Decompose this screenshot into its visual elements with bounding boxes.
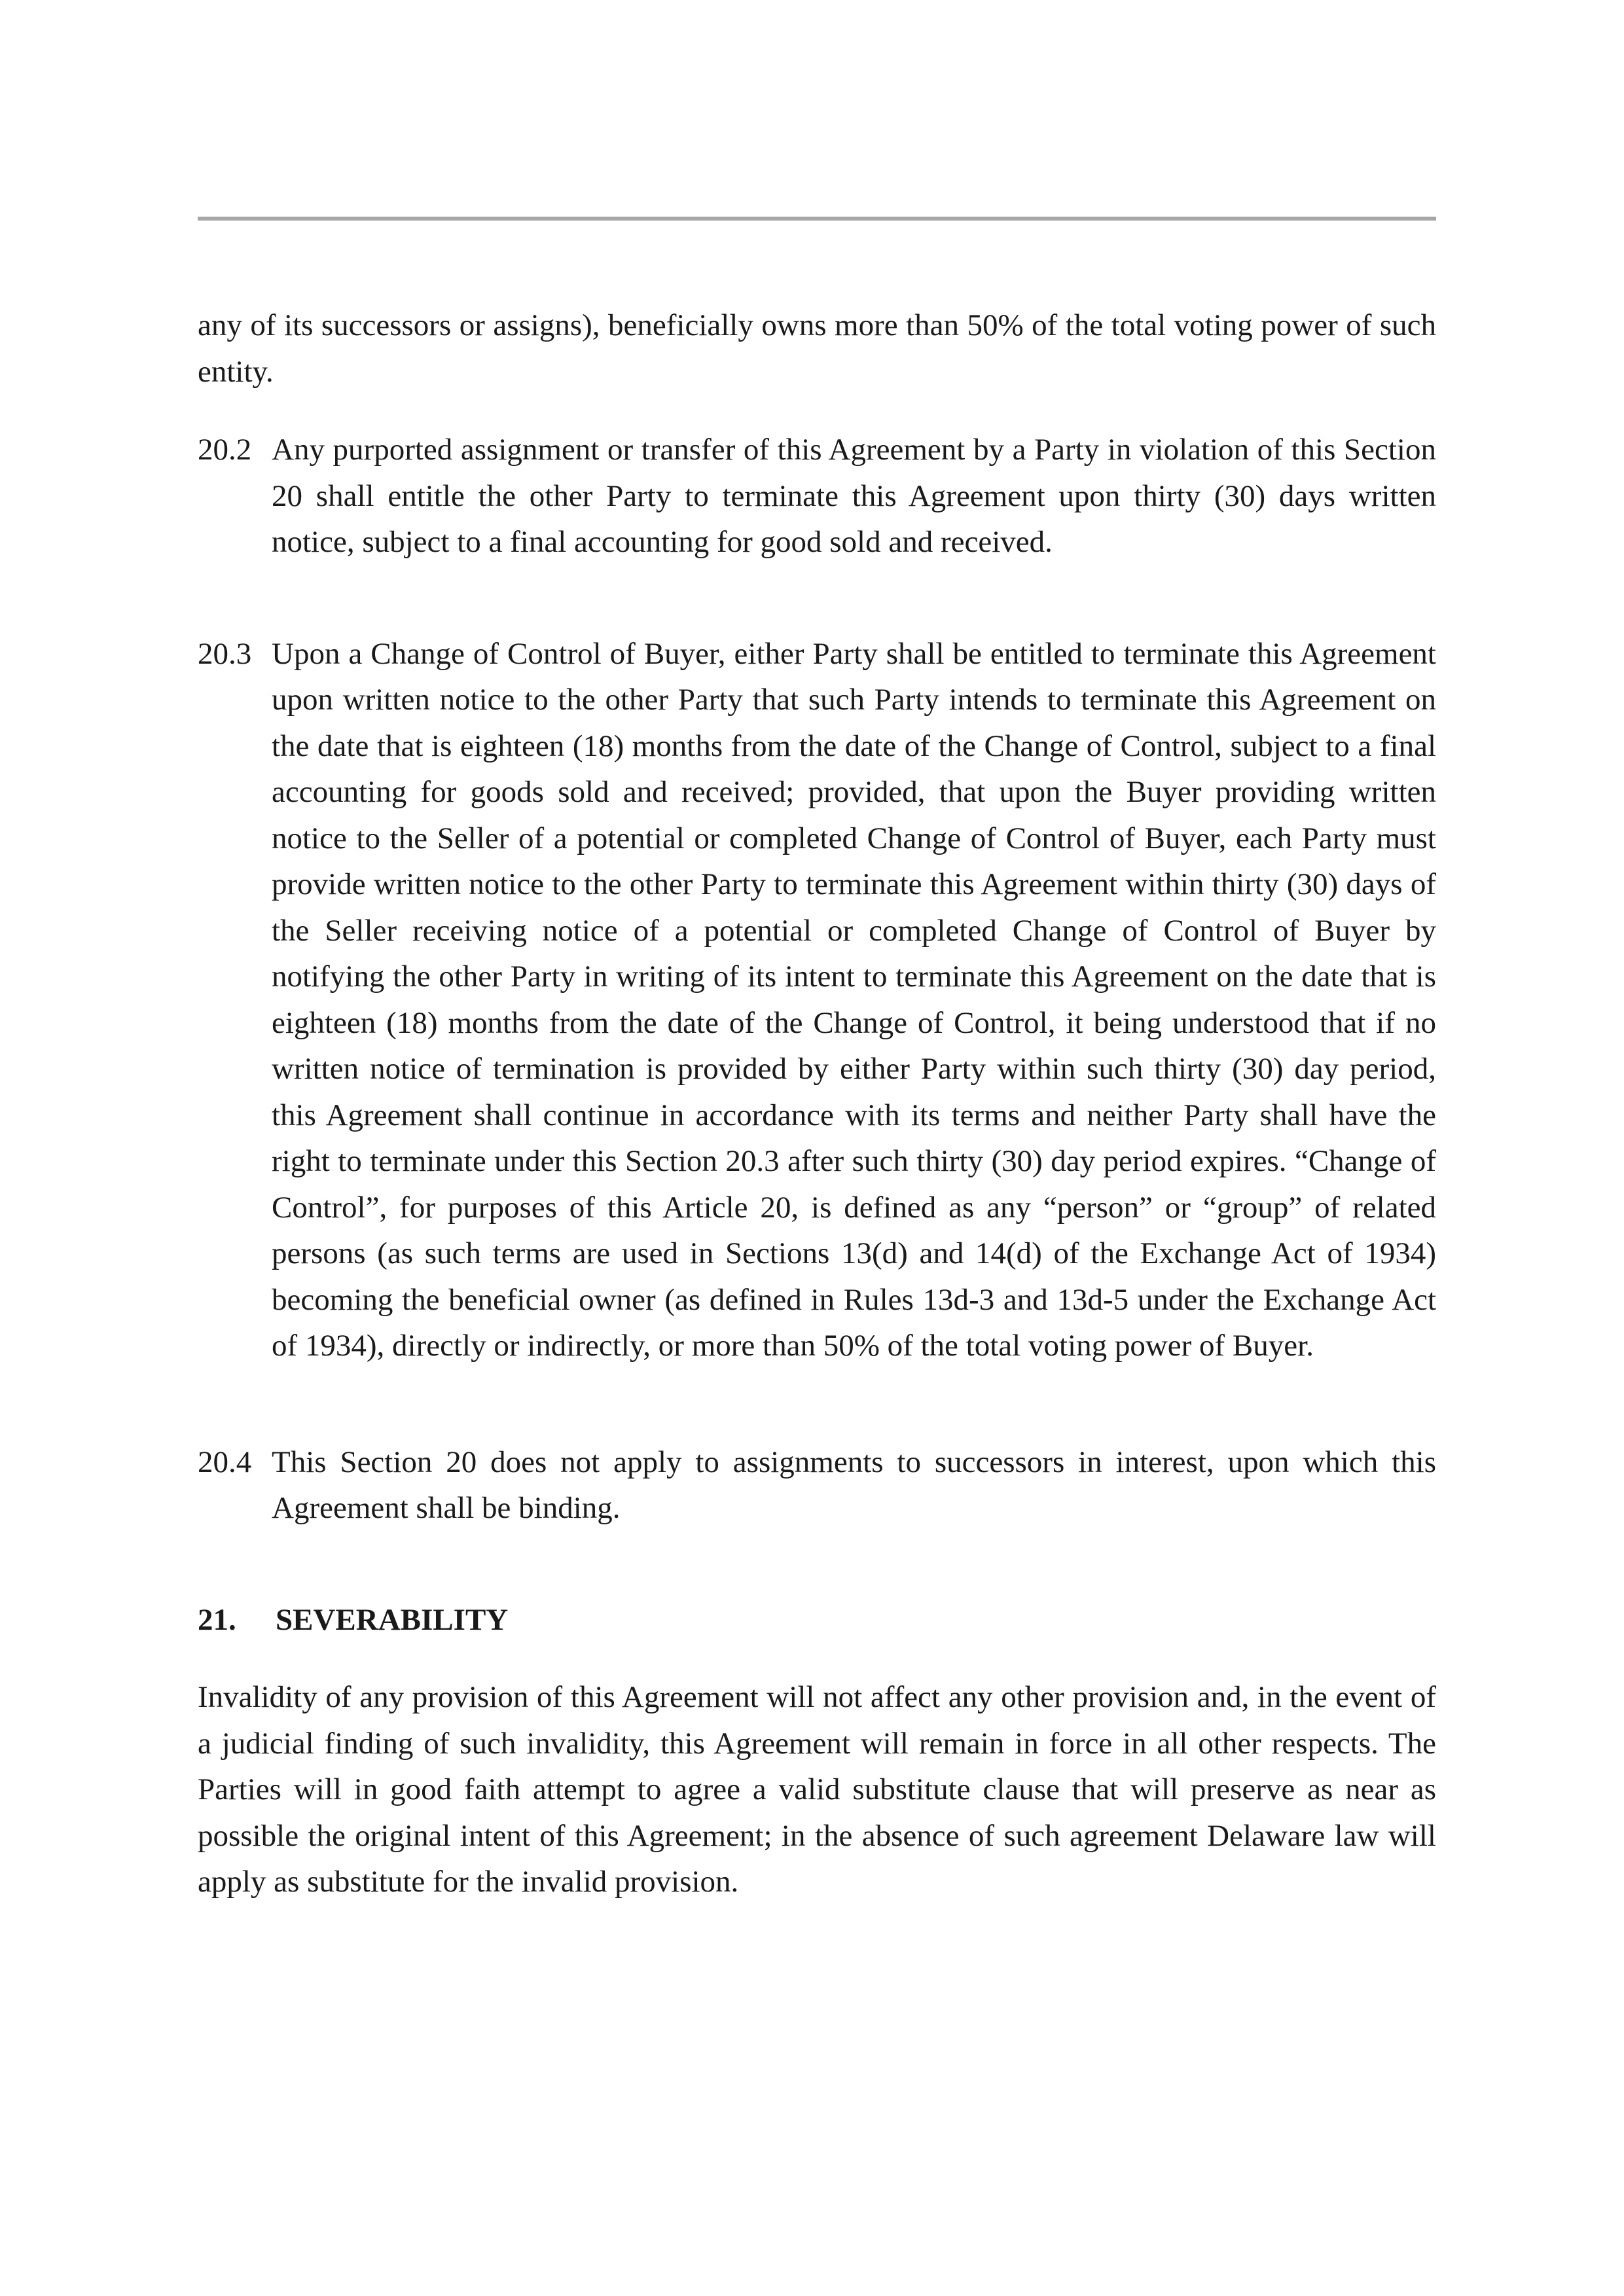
- clause-number: 20.3: [198, 636, 252, 671]
- document-body: [198, 302, 1436, 1905]
- clause-text: Any purported assignment or transfer of this Agreement by a Party in violation of this Section 20 shall entitle the other Party to terminate this Agreement upon thirty (30) days written notice, subject to a final accounting for good sold and received.: [272, 433, 1436, 559]
- intro-paragraph: any of its successors or assigns), beneficially owns more than 50% of the total voting power of such entity.: [198, 308, 1436, 389]
- section-title: SEVERABILITY: [276, 1602, 509, 1637]
- clause-text: This Section 20 does not apply to assignments to successors in interest, upon which this Agreement shall be binding.: [272, 1444, 1436, 1525]
- section-number: 21.: [198, 1602, 236, 1637]
- clause-20-3: [198, 631, 1436, 1369]
- clause-number: 20.4: [198, 1444, 252, 1479]
- clause-20-2: [198, 427, 1436, 565]
- clause-number: 20.2: [198, 433, 252, 467]
- clause-text: Upon a Change of Control of Buyer, either Party shall be entitled to terminate this Agreement upon written notice to the other Party that such Party intends to terminate this Agreement on the date that is eighteen (18) months from the date of the Change of Control, subject to a final accounting for goods sold and received; provided, that upon the Buyer providing written notice to the Seller of a potential or completed Change of Control of Buyer, each Party must provide written notice to the other Party to terminate this Agreement within thirty (30) days of the Seller receiving notice of a potential or completed Change of Control of Buyer by notifying the other Party in writing of its intent to terminate this Agreement on the date that is eighteen (18) months from the date of the Change of Control, it being understood that if no written notice of termination is provided by either Party within such thirty (30) day period, this Agreement shall continue in accordance with its terms and neither Party shall have the right to terminate under this Section 20.3 after such thirty (30) day period expires. “Change of Control”, for purposes of this Article 20, is defined as any “person” or “group” of related persons (as such terms are used in Sections 13(d) and 14(d) of the Exchange Act of 1934) becoming the beneficial owner (as defined in Rules 13d-3 and 13d-5 under the Exchange Act of 1934), directly or indirectly, or more than 50% of the total voting power of Buyer.: [272, 636, 1436, 1363]
- section-heading-severability: [198, 1597, 1436, 1643]
- severability-paragraph: Invalidity of any provision of this Agreement will not affect any other provision and, in the event of a judicial finding of such invalidity, this Agreement will remain in force in all other respects. The Parties will in good faith attempt to agree a valid substitute clause that will preserve as near as possible the original intent of this Agreement; in the absence of such agreement Delaware law will apply as substitute for the invalid provision.: [198, 1680, 1436, 1899]
- header-rule: [198, 217, 1436, 221]
- clause-20-4: [198, 1439, 1436, 1532]
